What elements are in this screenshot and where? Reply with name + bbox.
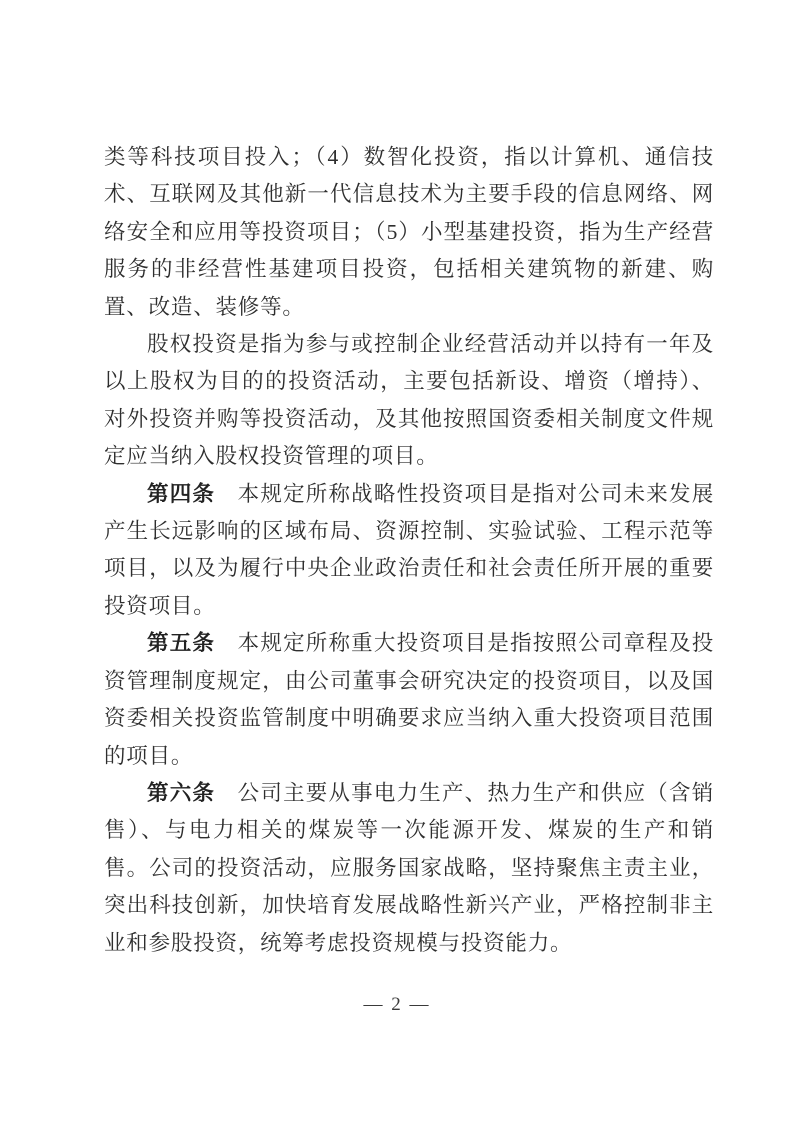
paragraph-text: 本规定所称重大投资项目是指按照公司章程及投资管理制度规定，由公司董事会研究决定的投资项目，以及国资委相关投资监管制度中明确要求应当纳入重大投资项目范围的项目。 [104, 631, 714, 768]
document-body [104, 139, 714, 962]
paragraph-text: 股权投资是指为参与或控制企业经营活动并以持有一年及以上股权为目的的投资活动，主要包括新设、增资（增持）、对外投资并购等投资活动，及其他按照国资委相关制度文件规定应当纳入股权投资管理的项目。 [104, 332, 714, 469]
paragraph [104, 775, 714, 962]
page-footer [0, 994, 794, 1016]
article-number-label: 第五条 [147, 631, 216, 656]
article-number-label: 第六条 [147, 780, 216, 805]
paragraph [104, 625, 714, 775]
paragraph-text: 类等科技项目投入；（4）数智化投资，指以计算机、通信技术、互联网及其他新一代信息技术为主要手段的信息网络、网络安全和应用等投资项目；（5）小型基建投资，指为生产经营服务的非经营性基建项目投资，包括相关建筑物的新建、购置、改造、装修等。 [104, 145, 714, 319]
paragraph [104, 476, 714, 626]
paragraph [104, 139, 714, 326]
page-number: — 2 — [363, 994, 431, 1015]
paragraph-text: 公司主要从事电力生产、热力生产和供应（含销售）、与电力相关的煤炭等一次能源开发、煤炭的生产和销售。公司的投资活动，应服务国家战略，坚持聚焦主责主业，突出科技创新，加快培育发展战略性新兴产业，严格控制非主业和参股投资，统筹考虑投资规模与投资能力。 [104, 780, 714, 955]
article-number-label: 第四条 [147, 481, 216, 506]
paragraph-text: 本规定所称战略性投资项目是指对公司未来发展产生长远影响的区域布局、资源控制、实验试验、工程示范等项目，以及为履行中央企业政治责任和社会责任所开展的重要投资项目。 [104, 481, 714, 618]
paragraph [104, 326, 714, 476]
